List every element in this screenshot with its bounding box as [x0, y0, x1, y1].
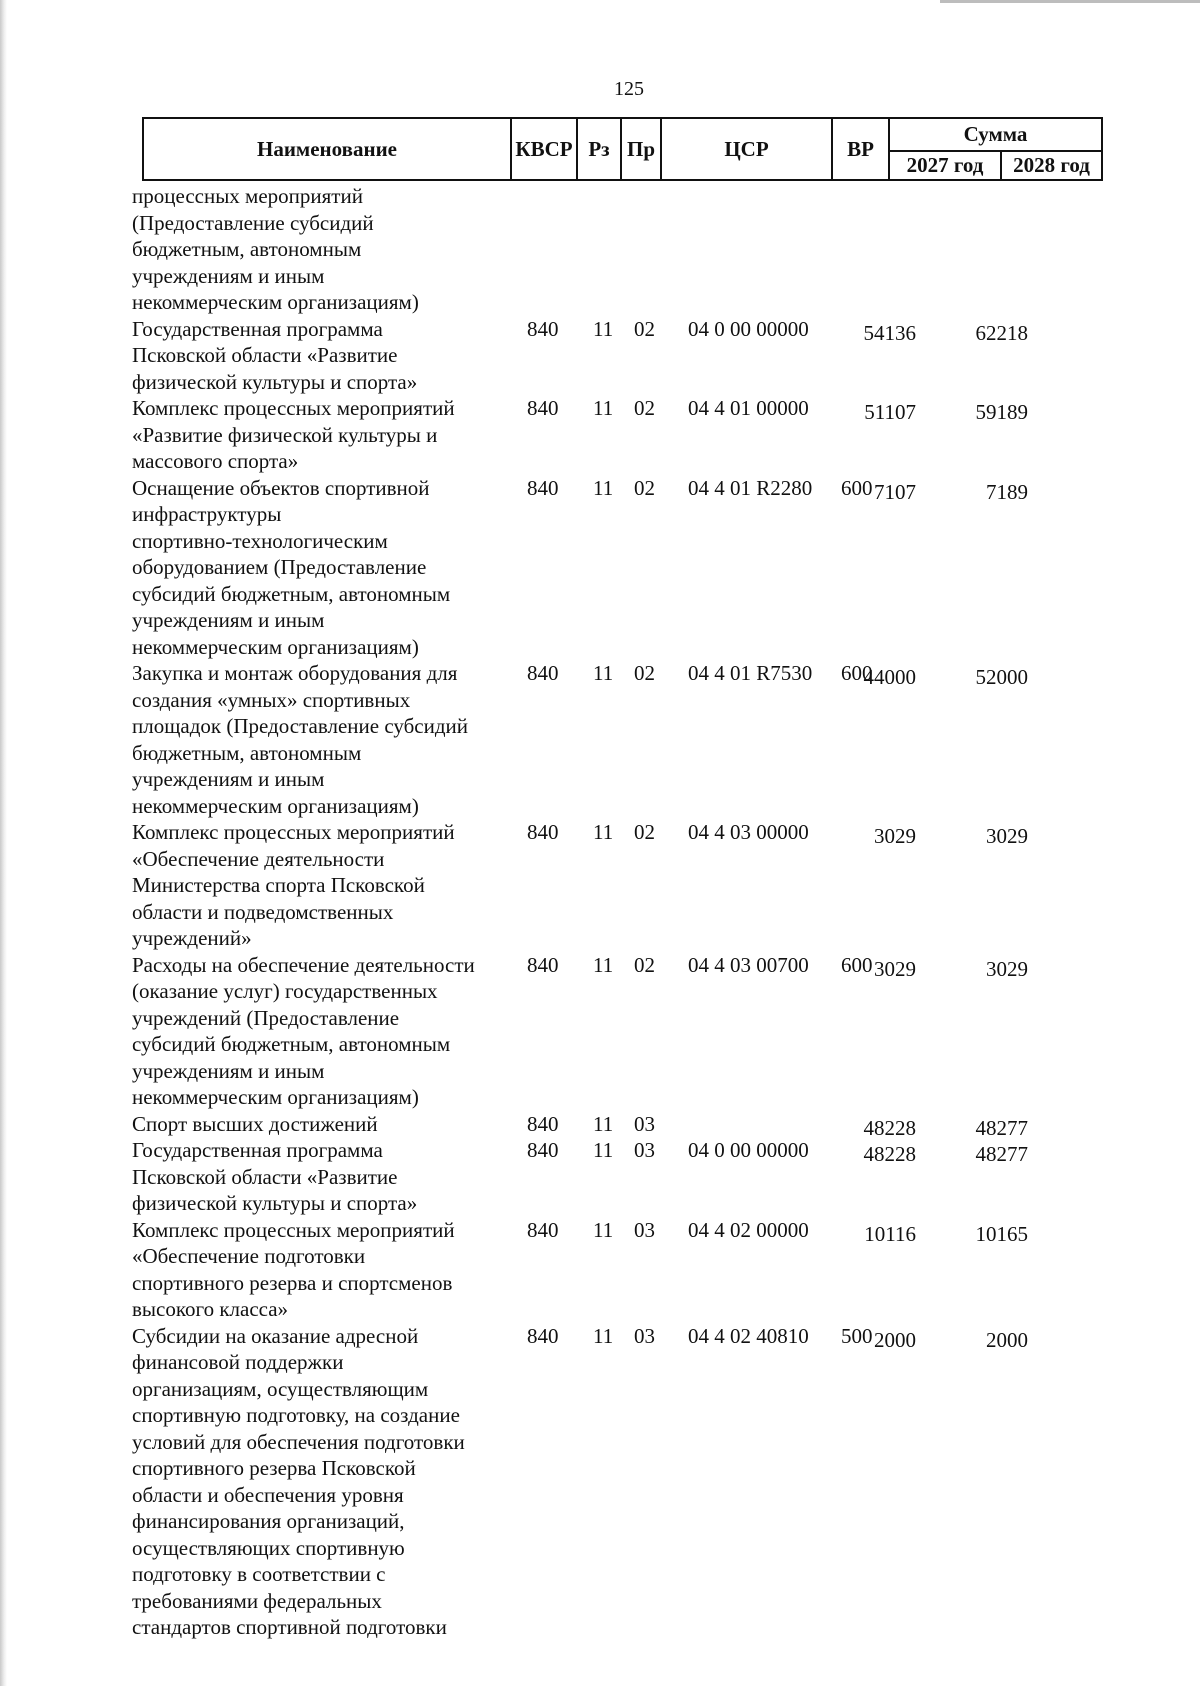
row-csr: 04 4 01 00000 — [688, 396, 809, 420]
header-kvsr: КВСР — [511, 118, 577, 180]
row-sum-2027: 48228 — [863, 1142, 916, 1166]
row-pr: 02 — [634, 396, 655, 420]
row-pr: 02 — [634, 952, 655, 977]
row-sum-2027: 3029 — [874, 956, 916, 981]
row-sum-2027: 7107 — [874, 479, 916, 504]
header-year-2028: 2028 год — [1001, 151, 1102, 180]
table-row — [132, 1137, 1112, 1217]
row-vr: 600 — [841, 952, 873, 977]
row-csr: 04 4 01 R7530 — [688, 661, 813, 685]
row-rz: 11 — [593, 316, 614, 341]
row-csr: 04 0 00 00000 — [688, 316, 809, 341]
table-header — [142, 117, 1103, 181]
row-sum-2028: 48277 — [975, 1115, 1028, 1140]
table-row — [132, 819, 1112, 952]
row-name: Комплекс процессных мероприятий «Обеспечение деятельности Министерства спорта Псковской области и подведомственных учреждений» — [132, 820, 455, 950]
row-csr: 04 4 02 40810 — [688, 1323, 809, 1348]
row-pr: 02 — [634, 316, 655, 341]
row-sum-2028: 3029 — [986, 956, 1028, 981]
row-vr: 600 — [841, 661, 873, 685]
row-csr: 04 4 02 00000 — [688, 1217, 809, 1242]
row-sum-2028: 52000 — [975, 665, 1028, 689]
row-kvsr: 840 — [527, 396, 559, 420]
row-rz: 11 — [593, 820, 614, 844]
table-row — [132, 395, 1112, 475]
row-name: процессных мероприятий (Предоставление субсидий бюджетным, автономным учреждениям и иным некоммерческим организациям) — [132, 184, 419, 314]
row-rz: 11 — [593, 1111, 614, 1136]
row-csr: 04 0 00 00000 — [688, 1138, 809, 1162]
row-name: Комплекс процессных мероприятий «Обеспечение подготовки спортивного резерва и спортсменов высокого класса» — [132, 1217, 455, 1321]
scan-edge-left — [0, 0, 7, 1686]
row-sum-2028: 10165 — [975, 1221, 1028, 1246]
row-csr: 04 4 01 R2280 — [688, 475, 813, 500]
row-name: Комплекс процессных мероприятий «Развитие физической культуры и массового спорта» — [132, 396, 455, 473]
row-csr: 04 4 03 00700 — [688, 952, 809, 977]
header-csr: ЦСР — [661, 118, 832, 180]
row-sum-2027: 10116 — [864, 1221, 916, 1246]
row-kvsr: 840 — [527, 1138, 559, 1162]
row-pr: 02 — [634, 475, 655, 500]
row-sum-2027: 44000 — [863, 665, 916, 689]
row-sum-2027: 3029 — [874, 824, 916, 848]
page-number: 125 — [614, 78, 644, 100]
row-name: Оснащение объектов спортивной инфраструктуры спортивно-технологическим оборудованием (Предоставление субсидий бюджетным, автономным учреждениям и иным некоммерческим организациям) — [132, 475, 451, 659]
row-pr: 02 — [634, 820, 655, 844]
row-rz: 11 — [593, 1323, 614, 1348]
row-sum-2028: 7189 — [986, 479, 1028, 504]
row-name: Государственная программа Псковской области «Развитие физической культуры и спорта» — [132, 316, 418, 394]
row-sum-2027: 2000 — [874, 1327, 916, 1352]
row-kvsr: 840 — [527, 1111, 559, 1136]
header-sum: Сумма — [889, 118, 1102, 151]
row-csr: 04 4 03 00000 — [688, 820, 809, 844]
row-name: Субсидии на оказание адресной финансовой поддержки организациям, осуществляющим спортивную подготовку, на создание условий для обеспечения подготовки спортивного резерва Псковской области и обеспечения уровня финансирования организаций, осуществляющих спортивную подготовку в соответствии с требованиями федеральных стандартов спортивной подготовки — [132, 1323, 465, 1639]
row-kvsr: 840 — [527, 952, 559, 977]
header-name: Наименование — [143, 118, 511, 180]
row-vr: 600 — [841, 475, 873, 500]
row-kvsr: 840 — [527, 820, 559, 844]
row-vr: 500 — [841, 1323, 873, 1348]
header-pr: Пр — [621, 118, 661, 180]
row-pr: 03 — [634, 1138, 655, 1162]
row-name: Расходы на обеспечение деятельности (оказание услуг) государственных учреждений (Предоставление субсидий бюджетным, автономным учреждениям и иным некоммерческим организациям) — [132, 952, 475, 1109]
table-row — [132, 183, 1112, 316]
header-vr: ВР — [832, 118, 889, 180]
row-pr: 03 — [634, 1323, 655, 1348]
table-row — [132, 1111, 1112, 1138]
row-sum-2028: 2000 — [986, 1327, 1028, 1352]
row-pr: 02 — [634, 661, 655, 685]
header-year-2027: 2027 год — [889, 151, 1001, 180]
row-name: Государственная программа Псковской области «Развитие физической культуры и спорта» — [132, 1138, 418, 1215]
header-rz: Рз — [577, 118, 621, 180]
table-row — [132, 316, 1112, 396]
row-rz: 11 — [593, 475, 614, 500]
row-kvsr: 840 — [527, 316, 559, 341]
table-row — [132, 660, 1112, 819]
row-sum-2028: 48277 — [975, 1142, 1028, 1166]
row-name: Закупка и монтаж оборудования для создания «умных» спортивных площадок (Предоставление субсидий бюджетным, автономным учреждениям и иным некоммерческим организациям) — [132, 661, 468, 818]
scan-edge-top — [940, 0, 1200, 3]
table-body — [132, 183, 1112, 1641]
row-name: Спорт высших достижений — [132, 1111, 378, 1136]
table-row — [132, 1217, 1112, 1323]
row-kvsr: 840 — [527, 475, 559, 500]
table-row — [132, 1323, 1112, 1641]
row-sum-2027: 51107 — [864, 400, 916, 424]
row-sum-2027: 48228 — [863, 1115, 916, 1140]
row-pr: 03 — [634, 1217, 655, 1242]
row-rz: 11 — [593, 396, 614, 420]
row-pr: 03 — [634, 1111, 655, 1136]
row-rz: 11 — [593, 1138, 614, 1162]
row-kvsr: 840 — [527, 1323, 559, 1348]
row-sum-2027: 54136 — [863, 320, 916, 345]
table-row — [132, 475, 1112, 661]
row-kvsr: 840 — [527, 661, 559, 685]
row-rz: 11 — [593, 1217, 614, 1242]
row-rz: 11 — [593, 661, 614, 685]
row-sum-2028: 59189 — [975, 400, 1028, 424]
row-rz: 11 — [593, 952, 614, 977]
row-sum-2028: 3029 — [986, 824, 1028, 848]
row-kvsr: 840 — [527, 1217, 559, 1242]
table-row — [132, 952, 1112, 1111]
row-sum-2028: 62218 — [975, 320, 1028, 345]
